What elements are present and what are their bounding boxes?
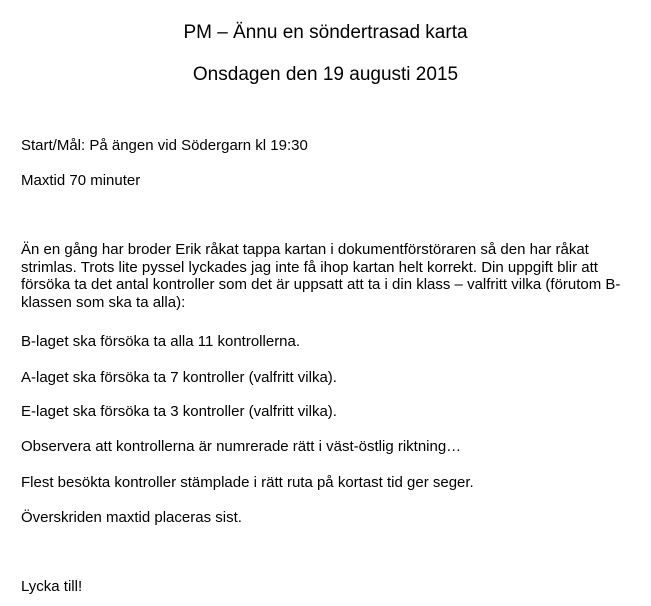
start-goal-line: Start/Mål: På ängen vid Södergarn kl 19:30 [21,137,308,154]
rule-e-team: E-laget ska försöka ta 3 kontroller (valfritt vilka). [21,403,337,420]
rule-winning: Flest besökta kontroller stämplade i rätt ruta på kortast tid ger seger. [21,474,474,491]
intro-paragraph: Än en gång har broder Erik råkat tappa kartan i dokumentförstöraren så den har råkat strimlas. Trots lite pyssel lyckades jag inte få ihop kartan helt korrekt. Din uppgift blir att försöka ta det antal kontroller som det är uppsatt att ta i din klass – valfritt vilka (förutom B-klassen som ska ta alla): [21,241,621,311]
closing-line: Lycka till! [21,578,83,595]
rule-numbering-note: Observera att kontrollerna är numrerade rätt i väst-östlig riktning… [21,438,462,455]
rule-b-team: B-laget ska försöka ta alla 11 kontrollerna. [21,333,301,350]
document-title: PM – Ännu en söndertrasad karta [183,22,468,43]
document-date: Onsdagen den 19 augusti 2015 [192,64,459,85]
rule-a-team: A-laget ska försöka ta 7 kontroller (valfritt vilka). [21,369,337,386]
max-time-line: Maxtid 70 minuter [21,172,141,189]
rule-overtime: Överskriden maxtid placeras sist. [21,509,242,526]
